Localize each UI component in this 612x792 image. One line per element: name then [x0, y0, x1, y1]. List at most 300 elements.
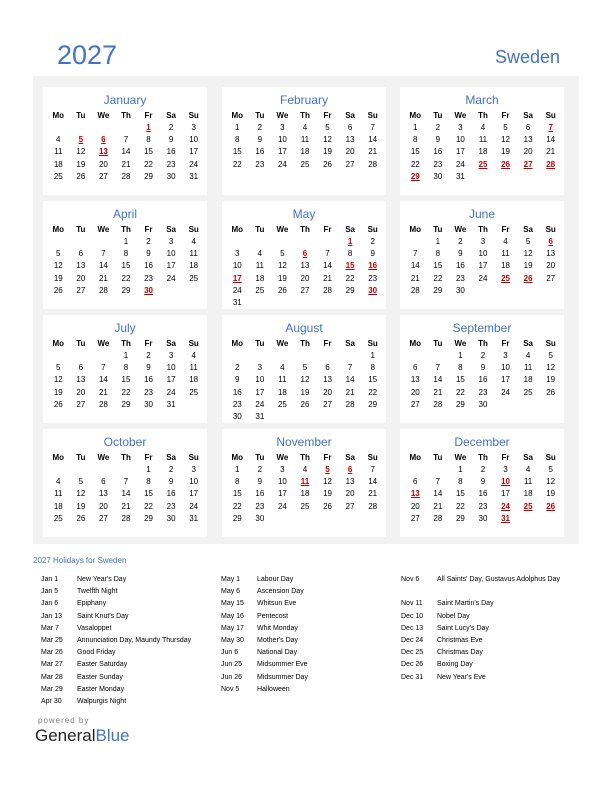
weekday-header: We [454, 224, 467, 234]
holiday-name: Good Friday [77, 649, 116, 657]
day-cell: 25 [189, 387, 199, 397]
holiday-day-cell: 6 [548, 236, 553, 246]
day-cell: 4 [56, 476, 61, 486]
day-cell: 22 [455, 501, 465, 511]
holiday-name: Whit Monday [257, 624, 298, 632]
day-cell: 12 [323, 134, 332, 144]
day-cell: 4 [302, 464, 308, 474]
holiday-entry [401, 575, 587, 599]
day-cell: 8 [347, 248, 353, 258]
day-cell: 13 [345, 476, 355, 486]
day-cell: 16 [478, 375, 488, 385]
day-cell: 6 [325, 362, 330, 372]
weekday-header: Th [300, 110, 310, 120]
empty-day-cell [182, 284, 205, 296]
holiday-list-col1 [41, 575, 217, 709]
day-cell: 22 [232, 501, 242, 511]
weekday-header: Fr [323, 338, 332, 348]
holiday-day-cell: 30 [144, 285, 153, 295]
empty-day-cell [361, 296, 384, 308]
weekday-header: Tu [255, 224, 265, 234]
day-cell: 2 [168, 464, 174, 474]
day-cell: 29 [144, 171, 153, 181]
day-cell: 30 [478, 513, 488, 523]
day-cell: 15 [144, 147, 153, 157]
empty-day-cell [115, 463, 138, 475]
holiday-name: Easter Saturday [77, 661, 128, 669]
day-cell: 12 [53, 375, 63, 385]
day-cell: 16 [255, 489, 265, 499]
day-cell: 4 [257, 248, 263, 258]
day-cell: 29 [121, 285, 131, 295]
day-cell: 2 [257, 122, 263, 132]
month-september [400, 315, 564, 423]
day-cell: 15 [144, 489, 153, 499]
weekday-header: Su [545, 224, 556, 234]
day-cell: 30 [455, 285, 465, 295]
day-cell: 15 [433, 261, 443, 271]
day-cell: 28 [121, 513, 131, 523]
day-cell: 7 [347, 362, 353, 372]
weekday-header: We [454, 110, 467, 120]
day-cell: 13 [76, 375, 86, 385]
weekday-header: Fr [323, 110, 332, 120]
day-cell: 24 [277, 501, 287, 511]
weekday-header: Tu [76, 338, 86, 348]
day-cell: 13 [345, 134, 355, 144]
day-cell: 11 [523, 476, 533, 486]
day-cell: 27 [98, 513, 108, 523]
day-cell: 30 [144, 399, 153, 409]
day-cell: 12 [546, 362, 556, 372]
empty-day-cell [115, 121, 138, 133]
month-name: May [292, 207, 316, 221]
day-cell: 19 [277, 273, 287, 283]
day-cell: 16 [455, 261, 465, 271]
day-cell: 16 [144, 375, 153, 385]
holiday-list-col3 [401, 575, 587, 685]
day-cell: 13 [76, 261, 86, 271]
day-cell: 26 [53, 399, 63, 409]
holiday-date: Dec 10 [401, 612, 424, 620]
empty-day-cell [226, 349, 249, 361]
day-cell: 7 [435, 476, 441, 486]
holiday-entry [221, 575, 397, 587]
empty-day-cell [92, 121, 115, 133]
day-cell: 31 [455, 171, 465, 181]
day-cell: 27 [76, 399, 86, 409]
holiday-entry [41, 575, 217, 587]
holiday-day-cell: 15 [345, 261, 355, 271]
day-cell: 2 [480, 464, 486, 474]
day-cell: 10 [478, 248, 488, 258]
day-cell: 1 [370, 350, 375, 360]
weekday-header: Tu [76, 452, 86, 462]
month-name: September [452, 321, 512, 335]
weekday-header: Th [121, 338, 131, 348]
day-cell: 2 [435, 122, 441, 132]
day-cell: 18 [478, 147, 488, 157]
weekday-header: We [454, 452, 467, 462]
holiday-name: Ascension Day [257, 588, 304, 596]
day-cell: 15 [232, 147, 242, 157]
day-cell: 12 [76, 147, 86, 157]
holiday-entry [401, 624, 587, 636]
empty-day-cell [316, 410, 339, 422]
weekday-header: Fr [323, 224, 332, 234]
holiday-name: Boxing Day [437, 661, 473, 669]
weekday-header: Sa [523, 452, 533, 462]
holiday-date: Mar 27 [41, 661, 63, 669]
day-cell: 17 [166, 261, 176, 271]
day-cell: 10 [455, 134, 465, 144]
weekday-header: Mo [52, 452, 65, 462]
empty-day-cell [294, 296, 317, 308]
day-cell: 9 [257, 134, 263, 144]
empty-day-cell [316, 296, 339, 308]
day-cell: 29 [433, 285, 443, 295]
day-cell: 13 [546, 248, 556, 258]
empty-day-cell [494, 284, 517, 296]
day-cell: 17 [478, 261, 488, 271]
empty-day-cell [70, 121, 93, 133]
empty-day-cell [47, 349, 70, 361]
day-cell: 2 [146, 350, 151, 360]
day-cell: 16 [255, 147, 265, 157]
weekday-header: We [276, 110, 289, 120]
day-cell: 23 [255, 159, 265, 169]
holiday-date: Nov 6 [401, 576, 420, 583]
day-cell: 3 [503, 350, 508, 360]
weekday-header: Tu [433, 110, 443, 120]
day-cell: 21 [323, 273, 332, 283]
day-cell: 21 [98, 273, 108, 283]
powered-by-text: powered by [38, 716, 90, 725]
empty-day-cell [294, 349, 317, 361]
empty-day-cell [361, 410, 384, 422]
day-cell: 21 [433, 501, 443, 511]
day-cell: 21 [121, 159, 131, 169]
day-cell: 21 [410, 273, 420, 283]
country-title: Sweden [494, 47, 560, 67]
day-cell: 24 [166, 387, 176, 397]
holiday-day-cell: 5 [78, 134, 84, 144]
day-cell: 3 [458, 122, 463, 132]
day-cell: 23 [144, 387, 153, 397]
holiday-day-cell: 26 [501, 159, 510, 169]
day-cell: 7 [370, 464, 375, 474]
day-cell: 28 [98, 399, 108, 409]
weekday-header: Th [478, 224, 488, 234]
day-cell: 22 [433, 273, 443, 283]
empty-day-cell [517, 170, 540, 182]
empty-day-cell [226, 235, 249, 247]
day-cell: 9 [480, 476, 486, 486]
day-cell: 12 [53, 261, 63, 271]
day-cell: 19 [53, 273, 63, 283]
day-cell: 17 [166, 375, 176, 385]
weekday-header: Th [121, 110, 131, 120]
day-cell: 10 [232, 261, 242, 271]
day-cell: 11 [54, 489, 63, 499]
holiday-day-cell: 6 [302, 248, 308, 258]
empty-day-cell [92, 463, 115, 475]
weekday-header: Th [478, 452, 488, 462]
day-cell: 20 [410, 501, 420, 511]
weekday-header: Fr [501, 224, 510, 234]
holiday-name: Midsummer Eve [257, 661, 308, 669]
holiday-date: May 17 [221, 624, 244, 632]
day-cell: 19 [300, 387, 310, 397]
day-cell: 19 [323, 147, 332, 157]
day-cell: 22 [144, 501, 153, 511]
empty-day-cell [47, 121, 70, 133]
holiday-day-cell: 24 [501, 501, 510, 511]
day-cell: 27 [76, 285, 86, 295]
day-cell: 7 [123, 134, 129, 144]
day-cell: 26 [76, 171, 86, 181]
day-cell: 19 [501, 147, 510, 157]
day-cell: 23 [232, 399, 242, 409]
holiday-name: New Year's Day [77, 576, 127, 583]
day-cell: 28 [121, 171, 131, 181]
day-cell: 25 [300, 501, 310, 511]
day-cell: 25 [523, 387, 533, 397]
holiday-entry [41, 624, 217, 636]
weekday-header: Mo [231, 452, 244, 462]
day-cell: 11 [278, 375, 287, 385]
holiday-entry [401, 673, 587, 685]
weekday-header: Fr [501, 338, 510, 348]
day-cell: 17 [501, 375, 510, 385]
day-cell: 18 [300, 489, 310, 499]
weekday-header: Fr [144, 224, 153, 234]
day-cell: 16 [433, 147, 443, 157]
day-cell: 20 [76, 273, 86, 283]
day-cell: 14 [121, 489, 131, 499]
day-cell: 29 [144, 513, 153, 523]
month-name: July [114, 321, 136, 335]
day-cell: 8 [458, 476, 463, 486]
empty-day-cell [271, 235, 294, 247]
day-cell: 28 [368, 501, 378, 511]
day-cell: 11 [54, 147, 63, 157]
day-cell: 17 [277, 147, 287, 157]
weekday-header: Tu [76, 110, 86, 120]
day-cell: 30 [255, 513, 265, 523]
day-cell: 27 [546, 273, 556, 283]
day-cell: 5 [78, 476, 84, 486]
holiday-day-cell: 30 [368, 285, 378, 295]
day-cell: 11 [523, 362, 533, 372]
day-cell: 24 [232, 285, 242, 295]
weekday-header: Th [300, 224, 310, 234]
day-cell: 1 [123, 350, 129, 360]
month-april [43, 201, 207, 309]
day-cell: 29 [455, 399, 465, 409]
holiday-date: Jun 6 [221, 649, 239, 657]
day-cell: 24 [455, 159, 465, 169]
empty-day-cell [539, 512, 562, 524]
empty-day-cell [316, 235, 339, 247]
empty-day-cell [427, 463, 450, 475]
month-name: April [112, 207, 137, 221]
holiday-entry [41, 648, 217, 660]
holiday-date: Mar 25 [41, 636, 63, 644]
empty-day-cell [271, 349, 294, 361]
day-cell: 27 [410, 399, 420, 409]
weekday-header: Th [300, 452, 310, 462]
holiday-day-cell: 13 [98, 147, 108, 157]
weekday-header: Su [545, 338, 556, 348]
empty-day-cell [92, 235, 115, 247]
weekday-header: Fr [501, 452, 510, 462]
holiday-entry [221, 673, 397, 685]
day-cell: 14 [410, 261, 420, 271]
day-cell: 17 [189, 489, 199, 499]
day-cell: 2 [235, 362, 240, 372]
day-cell: 23 [255, 501, 265, 511]
day-cell: 12 [546, 476, 556, 486]
day-cell: 3 [280, 122, 285, 132]
empty-day-cell [47, 463, 70, 475]
day-cell: 26 [300, 399, 310, 409]
brand-blue: Blue [95, 726, 130, 745]
weekday-header: Su [188, 338, 199, 348]
holiday-day-cell: 7 [548, 122, 553, 132]
day-cell: 11 [300, 134, 310, 144]
day-cell: 7 [370, 122, 375, 132]
day-cell: 1 [123, 236, 129, 246]
day-cell: 5 [548, 464, 553, 474]
month-october [43, 429, 207, 537]
holiday-day-cell: 25 [523, 501, 533, 511]
month-march [400, 87, 564, 195]
day-cell: 4 [525, 464, 531, 474]
holiday-date: May 6 [221, 588, 241, 596]
month-december [400, 429, 564, 537]
day-cell: 8 [146, 134, 151, 144]
weekday-header: Sa [345, 224, 355, 234]
holiday-entry [221, 636, 397, 648]
holiday-entry [401, 660, 587, 672]
empty-day-cell [472, 284, 495, 296]
empty-day-cell [517, 512, 540, 524]
day-cell: 10 [189, 134, 199, 144]
day-cell: 12 [300, 375, 310, 385]
holiday-date: Mar 28 [41, 673, 63, 681]
day-cell: 23 [144, 273, 153, 283]
day-cell: 10 [277, 476, 287, 486]
day-cell: 26 [323, 159, 332, 169]
brand-logo[interactable] [35, 726, 130, 746]
day-cell: 8 [413, 134, 418, 144]
holiday-day-cell: 31 [501, 513, 510, 523]
holiday-date: Dec 25 [401, 649, 424, 657]
day-cell: 8 [458, 362, 463, 372]
day-cell: 12 [501, 134, 510, 144]
day-cell: 21 [98, 387, 108, 397]
holiday-date: Jan 13 [41, 612, 63, 620]
month-name: November [276, 435, 332, 449]
day-cell: 4 [191, 350, 196, 360]
weekday-header: Mo [52, 224, 65, 234]
empty-day-cell [182, 398, 205, 410]
holiday-day-cell: 6 [347, 464, 353, 474]
day-cell: 30 [478, 399, 488, 409]
day-cell: 16 [166, 147, 176, 157]
day-cell: 1 [458, 350, 463, 360]
day-cell: 27 [345, 501, 355, 511]
holiday-day-cell: 11 [300, 476, 310, 486]
day-cell: 6 [78, 248, 84, 258]
day-cell: 18 [53, 501, 63, 511]
holiday-entry [221, 599, 397, 611]
holiday-name: Epiphany [77, 600, 107, 608]
day-cell: 11 [478, 134, 488, 144]
holiday-entry [401, 636, 587, 648]
day-cell: 20 [410, 387, 420, 397]
weekday-header: Tu [433, 224, 443, 234]
empty-day-cell [494, 170, 517, 182]
holiday-entry [41, 636, 217, 648]
holiday-name: New Year's Eve [437, 673, 486, 681]
day-cell: 1 [235, 464, 240, 474]
empty-day-cell [539, 398, 562, 410]
day-cell: 31 [189, 513, 199, 523]
day-cell: 25 [53, 171, 63, 181]
day-cell: 23 [433, 159, 443, 169]
holiday-date: Nov 5 [221, 685, 240, 693]
holiday-entry [41, 599, 217, 611]
day-cell: 23 [478, 501, 488, 511]
day-cell: 2 [257, 464, 263, 474]
holiday-date: May 16 [221, 612, 244, 620]
day-cell: 4 [191, 236, 196, 246]
day-cell: 7 [325, 248, 330, 258]
day-cell: 9 [480, 362, 486, 372]
weekday-header: We [97, 452, 110, 462]
day-cell: 31 [166, 399, 176, 409]
day-cell: 24 [501, 387, 510, 397]
day-cell: 30 [166, 171, 176, 181]
day-cell: 9 [146, 248, 151, 258]
holiday-entry [221, 612, 397, 624]
day-cell: 5 [503, 122, 508, 132]
day-cell: 10 [255, 375, 265, 385]
day-cell: 7 [435, 362, 441, 372]
empty-day-cell [294, 410, 317, 422]
day-cell: 16 [478, 489, 488, 499]
day-cell: 15 [455, 489, 465, 499]
holiday-name: Labour Day [257, 576, 294, 583]
empty-day-cell [70, 235, 93, 247]
weekday-header: Tu [433, 338, 443, 348]
holiday-entry [41, 673, 217, 685]
day-cell: 14 [345, 375, 355, 385]
holidays-title: 2027 Holidays for Sweden [33, 556, 127, 565]
month-january [43, 87, 207, 195]
weekday-header: We [97, 110, 110, 120]
day-cell: 18 [255, 273, 265, 283]
holiday-day-cell: 13 [410, 489, 420, 499]
day-cell: 18 [277, 387, 287, 397]
day-cell: 3 [191, 122, 196, 132]
weekday-header: Su [545, 110, 556, 120]
holiday-date: Apr 30 [41, 697, 62, 705]
day-cell: 11 [501, 248, 510, 258]
empty-day-cell [361, 512, 384, 524]
